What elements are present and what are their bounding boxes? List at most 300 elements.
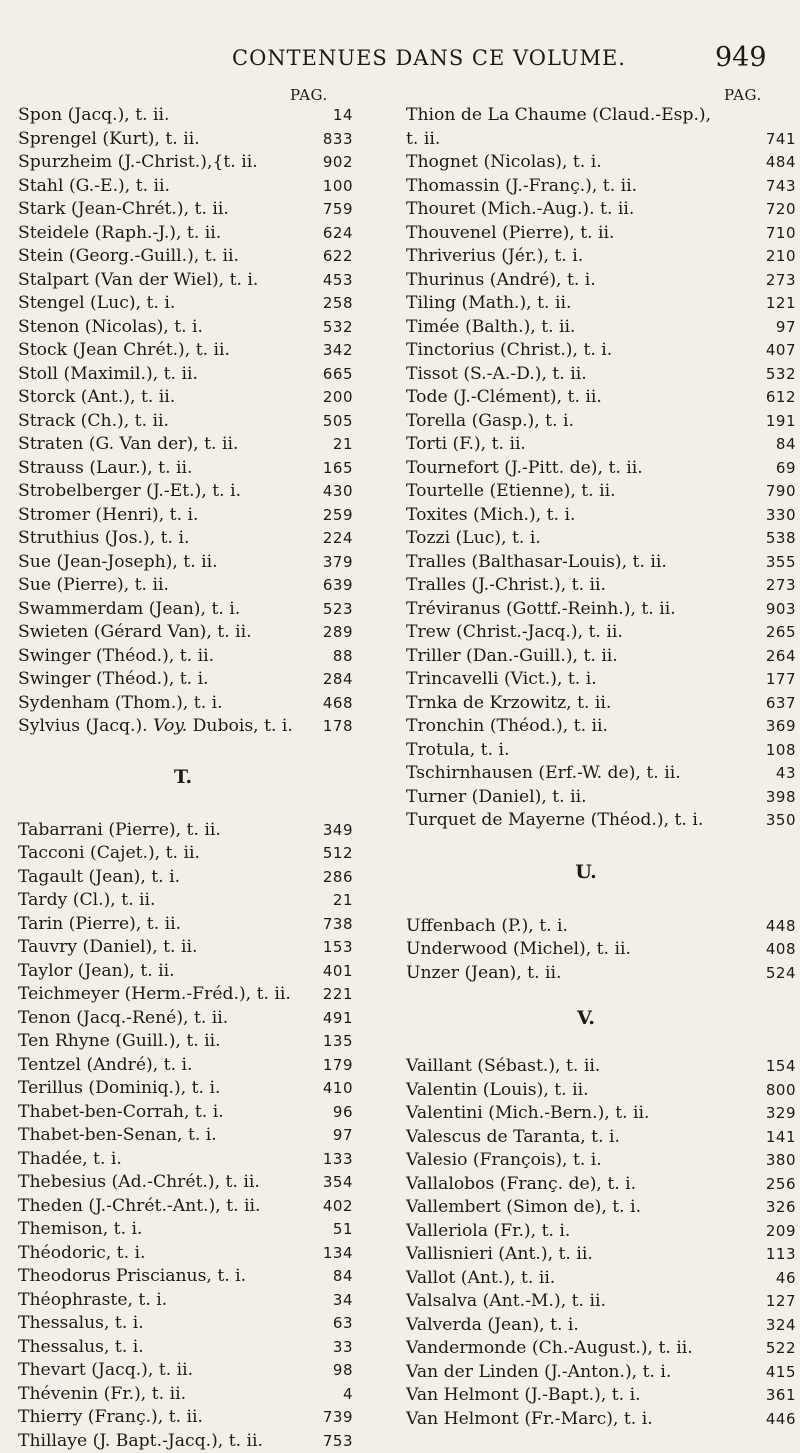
entry-name: Thévenin (Fr.), t. ii. xyxy=(18,1383,186,1407)
index-entry xyxy=(406,175,796,199)
entry-page: 273 xyxy=(746,269,796,293)
entry-page: 903 xyxy=(746,598,796,622)
entry-page: 532 xyxy=(746,363,796,387)
index-entry xyxy=(406,269,796,293)
entry-page: 468 xyxy=(303,692,353,716)
entry-page: 790 xyxy=(746,480,796,504)
entry-page: 361 xyxy=(746,1384,796,1408)
index-entry xyxy=(406,1361,796,1385)
entry-page: 612 xyxy=(746,386,796,410)
entry-page: 100 xyxy=(303,175,353,199)
index-entry xyxy=(406,809,796,833)
entry-name: Spurzheim (J.-Christ.),{t. ii. xyxy=(18,151,258,175)
entry-page: 522 xyxy=(746,1337,796,1361)
entry-page: 84 xyxy=(746,433,796,457)
entry-name: Triller (Dan.-Guill.), t. ii. xyxy=(406,645,618,669)
index-entry xyxy=(406,1243,796,1267)
index-entry xyxy=(18,198,353,222)
index-entry xyxy=(406,762,796,786)
index-entry xyxy=(18,1171,353,1195)
entry-name: t. ii. xyxy=(406,128,440,152)
index-entry xyxy=(18,1406,353,1430)
index-entry xyxy=(406,551,796,575)
entry-page: 448 xyxy=(746,915,796,939)
entry-page: 639 xyxy=(303,574,353,598)
entry-name: Tinctorius (Christ.), t. i. xyxy=(406,339,612,363)
entry-page: 369 xyxy=(746,715,796,739)
index-entry xyxy=(18,1265,353,1289)
index-entry xyxy=(18,842,353,866)
entry-name: Stromer (Henri), t. i. xyxy=(18,504,198,528)
index-entry xyxy=(18,668,353,692)
entry-name: Underwood (Michel), t. ii. xyxy=(406,938,631,962)
entry-name: Vallot (Ant.), t. ii. xyxy=(406,1267,555,1291)
index-entry xyxy=(18,292,353,316)
section-letter-v: V. xyxy=(566,1007,606,1029)
entry-name: Theodorus Priscianus, t. i. xyxy=(18,1265,246,1289)
entry-name: Spon (Jacq.), t. ii. xyxy=(18,104,170,128)
entry-name: Thriverius (Jér.), t. i. xyxy=(406,245,583,269)
index-entry xyxy=(18,1030,353,1054)
entry-page: 179 xyxy=(303,1054,353,1078)
index-entry xyxy=(406,339,796,363)
entry-name: Tiling (Math.), t. ii. xyxy=(406,292,571,316)
entry-name: Vaillant (Sébast.), t. ii. xyxy=(406,1055,600,1079)
index-entry xyxy=(406,504,796,528)
index-entry xyxy=(406,938,796,962)
section-letter-t: T. xyxy=(163,766,203,788)
entry-page: 210 xyxy=(746,245,796,269)
index-entry xyxy=(406,1126,796,1150)
entry-name: Sue (Jean-Joseph), t. ii. xyxy=(18,551,218,575)
index-entry xyxy=(406,128,796,152)
index-entry xyxy=(18,1312,353,1336)
entry-page: 165 xyxy=(303,457,353,481)
entry-page: 446 xyxy=(746,1408,796,1432)
entry-name: Van Helmont (J.-Bapt.), t. i. xyxy=(406,1384,641,1408)
entry-page: 21 xyxy=(303,433,353,457)
entry-page: 738 xyxy=(303,913,353,937)
entry-name: Torti (F.), t. ii. xyxy=(406,433,526,457)
entry-name: Van der Linden (J.-Anton.), t. i. xyxy=(406,1361,671,1385)
entry-name: Stock (Jean Chrét.), t. ii. xyxy=(18,339,230,363)
entry-name: Tentzel (André), t. i. xyxy=(18,1054,192,1078)
entry-name: Tacconi (Cajet.), t. ii. xyxy=(18,842,200,866)
entry-name: Taylor (Jean), t. ii. xyxy=(18,960,175,984)
index-entry xyxy=(406,692,796,716)
entry-page: 739 xyxy=(303,1406,353,1430)
index-entry xyxy=(18,222,353,246)
entry-page: 259 xyxy=(303,504,353,528)
index-entry xyxy=(406,739,796,763)
entry-page: 265 xyxy=(746,621,796,645)
entry-name: Teichmeyer (Herm.-Fréd.), t. ii. xyxy=(18,983,291,1007)
entry-page: 34 xyxy=(303,1289,353,1313)
entry-name: Théodoric, t. i. xyxy=(18,1242,145,1266)
index-entry xyxy=(18,983,353,1007)
page-header xyxy=(0,46,800,76)
entry-name: Turquet de Mayerne (Théod.), t. i. xyxy=(406,809,703,833)
entry-page: 637 xyxy=(746,692,796,716)
entry-name: Tabarrani (Pierre), t. ii. xyxy=(18,819,221,843)
entry-page: 380 xyxy=(746,1149,796,1173)
entry-name: Swinger (Théod.), t. i. xyxy=(18,668,209,692)
index-entry xyxy=(406,1314,796,1338)
entry-page: 84 xyxy=(303,1265,353,1289)
index-entry xyxy=(406,1196,796,1220)
index-entry xyxy=(406,1408,796,1432)
entry-page: 484 xyxy=(746,151,796,175)
entry-page: 379 xyxy=(303,551,353,575)
index-entry xyxy=(406,621,796,645)
entry-page: 154 xyxy=(746,1055,796,1079)
entry-page: 524 xyxy=(746,962,796,986)
entry-page: 177 xyxy=(746,668,796,692)
entry-name: Thognet (Nicolas), t. i. xyxy=(406,151,602,175)
entry-name: Thurinus (André), t. i. xyxy=(406,269,596,293)
entry-page: 43 xyxy=(746,762,796,786)
entry-name: Toxites (Mich.), t. i. xyxy=(406,504,575,528)
entry-name: Unzer (Jean), t. ii. xyxy=(406,962,561,986)
entry-name: Trincavelli (Vict.), t. i. xyxy=(406,668,597,692)
index-entry xyxy=(18,574,353,598)
entry-name: Thierry (Franç.), t. ii. xyxy=(18,1406,203,1430)
entry-page: 398 xyxy=(746,786,796,810)
index-entry xyxy=(18,386,353,410)
entry-page: 127 xyxy=(746,1290,796,1314)
entry-page: 178 xyxy=(303,715,353,739)
index-entry xyxy=(18,936,353,960)
index-entry xyxy=(18,1430,353,1453)
index-entry xyxy=(18,889,353,913)
entry-page: 505 xyxy=(303,410,353,434)
running-title: CONTENUES DANS CE VOLUME. xyxy=(232,46,626,70)
index-entry xyxy=(18,1359,353,1383)
entry-name: Stengel (Luc), t. i. xyxy=(18,292,175,316)
index-entry xyxy=(18,1218,353,1242)
index-entry xyxy=(18,527,353,551)
right-column xyxy=(406,104,796,1431)
entry-name: Thabet-ben-Senan, t. i. xyxy=(18,1124,217,1148)
index-entry xyxy=(406,151,796,175)
entry-page: 453 xyxy=(303,269,353,293)
pag-label-left: PAG. xyxy=(290,86,328,104)
index-entry xyxy=(18,151,353,175)
entry-page: 14 xyxy=(303,104,353,128)
index-entry xyxy=(406,786,796,810)
entry-page: 324 xyxy=(746,1314,796,1338)
entry-name: Trotula, t. i. xyxy=(406,739,509,763)
entry-name: Sue (Pierre), t. ii. xyxy=(18,574,169,598)
entry-name: Tauvry (Daniel), t. ii. xyxy=(18,936,197,960)
entry-name: Stoll (Maximil.), t. ii. xyxy=(18,363,198,387)
entry-page: 191 xyxy=(746,410,796,434)
entry-page: 69 xyxy=(746,457,796,481)
entry-name: Théophraste, t. i. xyxy=(18,1289,167,1313)
entry-name: Stahl (G.-E.), t. ii. xyxy=(18,175,170,199)
entry-page: 523 xyxy=(303,598,353,622)
entry-page: 622 xyxy=(303,245,353,269)
entry-name: Trnka de Krzowitz, t. ii. xyxy=(406,692,611,716)
entry-name: Vallisnieri (Ant.), t. ii. xyxy=(406,1243,593,1267)
entry-name: Strobelberger (J.-Et.), t. i. xyxy=(18,480,241,504)
entry-name: Tardy (Cl.), t. ii. xyxy=(18,889,156,913)
entry-page: 209 xyxy=(746,1220,796,1244)
entry-page: 200 xyxy=(303,386,353,410)
index-entry xyxy=(18,866,353,890)
index-entry xyxy=(406,527,796,551)
entry-page: 264 xyxy=(746,645,796,669)
entry-page: 532 xyxy=(303,316,353,340)
entry-page: 833 xyxy=(303,128,353,152)
index-entry xyxy=(406,915,796,939)
index-entry xyxy=(18,715,353,739)
index-entry xyxy=(406,668,796,692)
entry-page: 96 xyxy=(303,1101,353,1125)
entry-page: 720 xyxy=(746,198,796,222)
entry-name: Thabet-ben-Corrah, t. i. xyxy=(18,1101,224,1125)
index-entry xyxy=(18,1124,353,1148)
entry-page: 141 xyxy=(746,1126,796,1150)
entry-name: Sprengel (Kurt), t. ii. xyxy=(18,128,200,152)
entry-page: 407 xyxy=(746,339,796,363)
entry-page: 153 xyxy=(303,936,353,960)
entry-page: 415 xyxy=(746,1361,796,1385)
entry-page: 349 xyxy=(303,819,353,843)
entry-name: Valesio (François), t. i. xyxy=(406,1149,602,1173)
index-entry xyxy=(18,1289,353,1313)
index-entry xyxy=(406,1220,796,1244)
entry-page: 88 xyxy=(303,645,353,669)
entry-page: 135 xyxy=(303,1030,353,1054)
entry-name: Tissot (S.-A.-D.), t. ii. xyxy=(406,363,587,387)
index-entry xyxy=(18,598,353,622)
entry-page: 97 xyxy=(746,316,796,340)
entry-name: Tronchin (Théod.), t. ii. xyxy=(406,715,608,739)
entry-page: 108 xyxy=(746,739,796,763)
entry-page: 430 xyxy=(303,480,353,504)
entry-page: 224 xyxy=(303,527,353,551)
index-entry xyxy=(406,1384,796,1408)
index-entry xyxy=(18,1383,353,1407)
index-entry xyxy=(406,1337,796,1361)
entry-page: 759 xyxy=(303,198,353,222)
entry-page: 329 xyxy=(746,1102,796,1126)
index-entry xyxy=(406,1290,796,1314)
entry-page: 273 xyxy=(746,574,796,598)
entry-name: Valverda (Jean), t. i. xyxy=(406,1314,579,1338)
entry-page: 63 xyxy=(303,1312,353,1336)
entry-name: Ten Rhyne (Guill.), t. ii. xyxy=(18,1030,221,1054)
entry-name: Sydenham (Thom.), t. i. xyxy=(18,692,223,716)
entry-name: Thevart (Jacq.), t. ii. xyxy=(18,1359,193,1383)
entry-page: 330 xyxy=(746,504,796,528)
entry-page: 512 xyxy=(303,842,353,866)
index-entry xyxy=(406,222,796,246)
entry-name: Tourtelle (Etienne), t. ii. xyxy=(406,480,616,504)
entry-name: Valentini (Mich.-Bern.), t. ii. xyxy=(406,1102,650,1126)
entry-name: Tenon (Jacq.-René), t. ii. xyxy=(18,1007,228,1031)
entry-name: Vallalobos (Franç. de), t. i. xyxy=(406,1173,636,1197)
index-entry xyxy=(18,621,353,645)
entry-name: Storck (Ant.), t. ii. xyxy=(18,386,175,410)
entry-name: Uffenbach (P.), t. i. xyxy=(406,915,568,939)
entry-page: 710 xyxy=(746,222,796,246)
entry-name: Tralles (J.-Christ.), t. ii. xyxy=(406,574,606,598)
entry-name: Timée (Balth.), t. ii. xyxy=(406,316,576,340)
index-entry xyxy=(18,363,353,387)
entry-name: Thessalus, t. i. xyxy=(18,1336,144,1360)
entry-page: 326 xyxy=(746,1196,796,1220)
entry-page: 4 xyxy=(303,1383,353,1407)
entry-name: Thouret (Mich.-Aug.). t. ii. xyxy=(406,198,634,222)
entry-name: Struthius (Jos.), t. i. xyxy=(18,527,189,551)
entry-name: Tagault (Jean), t. i. xyxy=(18,866,180,890)
index-entry xyxy=(406,316,796,340)
index-entry xyxy=(18,1195,353,1219)
entry-page: 665 xyxy=(303,363,353,387)
index-entry xyxy=(18,128,353,152)
index-entry xyxy=(18,104,353,128)
index-entry xyxy=(406,1173,796,1197)
index-entry xyxy=(18,1077,353,1101)
entry-page: 538 xyxy=(746,527,796,551)
entry-page: 21 xyxy=(303,889,353,913)
index-entry xyxy=(406,598,796,622)
index-entry xyxy=(18,433,353,457)
entry-name: Swinger (Théod.), t. ii. xyxy=(18,645,214,669)
index-entry xyxy=(406,245,796,269)
entry-page: 354 xyxy=(303,1171,353,1195)
index-entry xyxy=(406,457,796,481)
index-entry xyxy=(18,1336,353,1360)
entry-page: 624 xyxy=(303,222,353,246)
index-entry xyxy=(18,504,353,528)
index-entry xyxy=(406,433,796,457)
index-entry xyxy=(406,715,796,739)
index-entry xyxy=(18,1242,353,1266)
index-entry xyxy=(406,104,796,128)
index-entry xyxy=(406,1055,796,1079)
entry-name: Vallembert (Simon de), t. i. xyxy=(406,1196,641,1220)
entry-page: 258 xyxy=(303,292,353,316)
index-entry xyxy=(18,316,353,340)
entry-page: 113 xyxy=(746,1243,796,1267)
entry-name: Stenon (Nicolas), t. i. xyxy=(18,316,203,340)
entry-page: 284 xyxy=(303,668,353,692)
index-entry xyxy=(18,175,353,199)
entry-name: Van Helmont (Fr.-Marc), t. i. xyxy=(406,1408,653,1432)
index-entry xyxy=(406,574,796,598)
entry-name: Turner (Daniel), t. ii. xyxy=(406,786,587,810)
entry-name: Valentin (Louis), t. ii. xyxy=(406,1079,589,1103)
index-entry xyxy=(406,1102,796,1126)
entry-page: 401 xyxy=(303,960,353,984)
left-column xyxy=(18,104,353,1453)
index-entry xyxy=(18,339,353,363)
entry-page: 134 xyxy=(303,1242,353,1266)
entry-page: 46 xyxy=(746,1267,796,1291)
index-entry xyxy=(406,1079,796,1103)
entry-page: 743 xyxy=(746,175,796,199)
entry-name: Thion de La Chaume (Claud.-Esp.), xyxy=(406,104,711,128)
entry-name: Tschirnhausen (Erf.-W. de), t. ii. xyxy=(406,762,681,786)
index-entry xyxy=(18,819,353,843)
index-entry xyxy=(18,692,353,716)
entry-name: Tréviranus (Gottf.-Reinh.), t. ii. xyxy=(406,598,676,622)
entry-name: Strauss (Laur.), t. ii. xyxy=(18,457,192,481)
entry-name: Tournefort (J.-Pitt. de), t. ii. xyxy=(406,457,643,481)
index-entry xyxy=(18,269,353,293)
entry-name: Swammerdam (Jean), t. i. xyxy=(18,598,240,622)
index-entry xyxy=(18,1007,353,1031)
index-entry xyxy=(18,551,353,575)
entry-name: Swieten (Gérard Van), t. ii. xyxy=(18,621,252,645)
entry-page: 133 xyxy=(303,1148,353,1172)
index-entry xyxy=(406,386,796,410)
entry-name: Valescus de Taranta, t. i. xyxy=(406,1126,620,1150)
entry-page: 121 xyxy=(746,292,796,316)
index-entry xyxy=(406,292,796,316)
index-entry xyxy=(406,1267,796,1291)
index-entry xyxy=(406,410,796,434)
entry-page: 753 xyxy=(303,1430,353,1453)
entry-name: Tralles (Balthasar-Louis), t. ii. xyxy=(406,551,667,575)
entry-page: 902 xyxy=(303,151,353,175)
entry-page: 98 xyxy=(303,1359,353,1383)
entry-name: Stalpart (Van der Wiel), t. i. xyxy=(18,269,258,293)
entry-name: Valleriola (Fr.), t. i. xyxy=(406,1220,570,1244)
index-entry xyxy=(18,480,353,504)
index-entry xyxy=(18,960,353,984)
entry-page: 97 xyxy=(303,1124,353,1148)
entry-page: 410 xyxy=(303,1077,353,1101)
entry-page: 800 xyxy=(746,1079,796,1103)
entry-name: Terillus (Dominiq.), t. i. xyxy=(18,1077,220,1101)
index-entry xyxy=(406,962,796,986)
entry-name: Tozzi (Luc), t. i. xyxy=(406,527,541,551)
index-entry xyxy=(18,245,353,269)
entry-page: 355 xyxy=(746,551,796,575)
entry-name: Strack (Ch.), t. ii. xyxy=(18,410,169,434)
entry-page: 289 xyxy=(303,621,353,645)
entry-name: Steidele (Raph.-J.), t. ii. xyxy=(18,222,221,246)
index-entry xyxy=(18,457,353,481)
entry-name: Thessalus, t. i. xyxy=(18,1312,144,1336)
entry-name: Theden (J.-Chrét.-Ant.), t. ii. xyxy=(18,1195,261,1219)
entry-name: Thomassin (J.-Franç.), t. ii. xyxy=(406,175,637,199)
entry-name: Sylvius (Jacq.). Voy. Dubois, t. i. xyxy=(18,715,293,739)
index-entry xyxy=(18,645,353,669)
entry-name: Thillaye (J. Bapt.-Jacq.), t. ii. xyxy=(18,1430,263,1453)
page-number: 949 xyxy=(715,42,767,73)
entry-name: Thouvenel (Pierre), t. ii. xyxy=(406,222,615,246)
entry-page: 342 xyxy=(303,339,353,363)
entry-name: Thebesius (Ad.-Chrét.), t. ii. xyxy=(18,1171,260,1195)
entry-name: Thadée, t. i. xyxy=(18,1148,122,1172)
index-entry xyxy=(18,410,353,434)
entry-name: Stein (Georg.-Guill.), t. ii. xyxy=(18,245,239,269)
index-entry xyxy=(406,645,796,669)
entry-page: 350 xyxy=(746,809,796,833)
entry-name: Stark (Jean-Chrét.), t. ii. xyxy=(18,198,229,222)
entry-page: 286 xyxy=(303,866,353,890)
entry-name: Vandermonde (Ch.-August.), t. ii. xyxy=(406,1337,693,1361)
index-entry xyxy=(18,1054,353,1078)
entry-name: Themison, t. i. xyxy=(18,1218,142,1242)
index-entry xyxy=(18,1148,353,1172)
index-entry xyxy=(18,1101,353,1125)
